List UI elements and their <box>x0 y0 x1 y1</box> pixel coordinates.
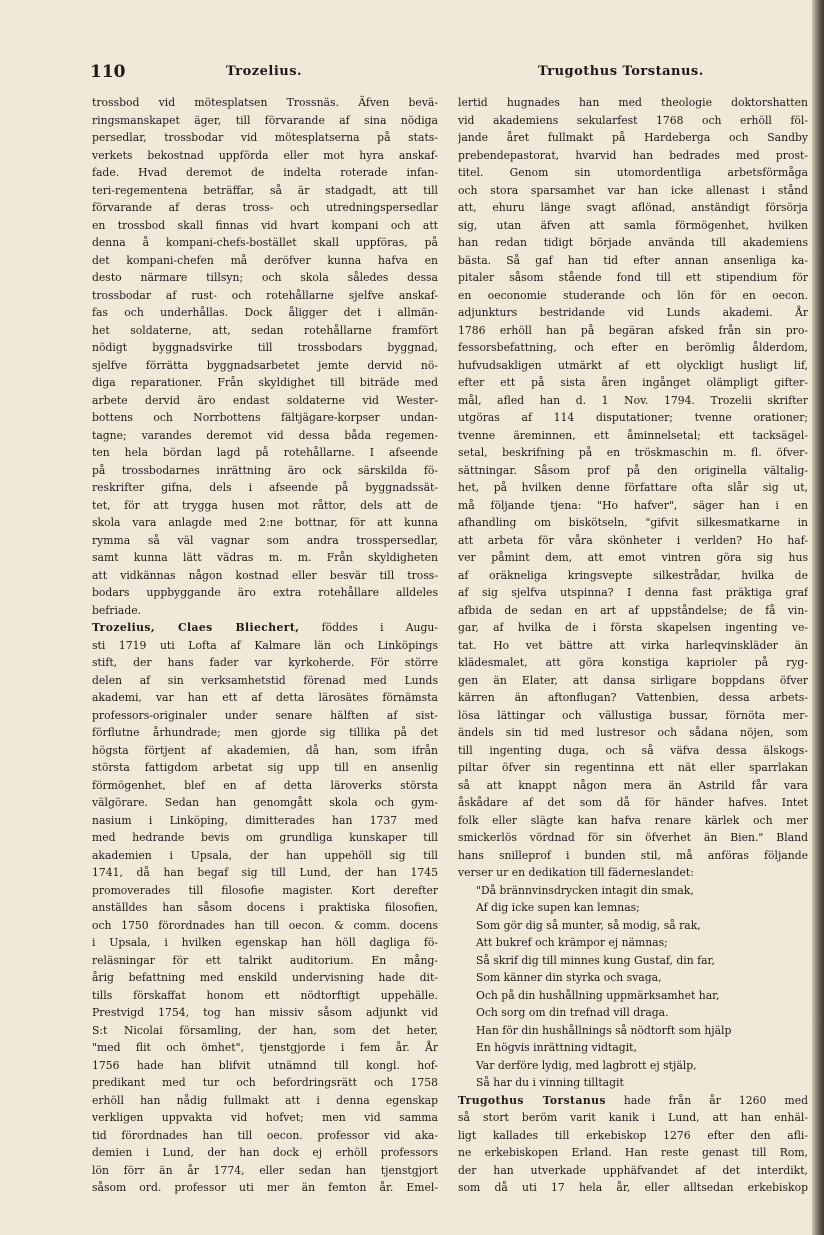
text-line: största fattigdom arbetat sig upp till en ansenlig <box>92 761 438 774</box>
poem-block <box>458 882 808 1092</box>
text-line: S:t Nicolai församling, der han, som det heter, <box>92 1023 438 1037</box>
text-line: ändels sin tid med lustresor och sådana nöjen, som <box>458 726 808 739</box>
poem-line: Han för din hushållnings så nödtorft som hjälp <box>476 1023 732 1037</box>
text-line: välgörare. Sedan han genomgått skola och gym- <box>92 796 438 809</box>
text-line: tagne; varandes deremot vid dessa båda regemen- <box>92 428 438 442</box>
text-line: Prestvigd 1754, tog han missiv såsom adjunkt vid <box>92 1006 438 1019</box>
text-line: desto närmare tillsyn; och skola således dessa <box>92 271 438 284</box>
text-line: må följande tjena: "Ho hafver", säger han i en <box>458 498 808 512</box>
poem-line: Och sorg om din trefnad vill draga. <box>476 1006 669 1019</box>
entry-first-line-text: föddes i Augu- <box>299 621 438 634</box>
text-line: att vidkännas någon kostnad eller besvär till tross- <box>92 568 438 582</box>
text-line: ver påmint dem, att emot vintren göra sig hus <box>458 551 808 564</box>
text-line: ne erkebiskopen Erland. Han reste genast till Rom, <box>458 1146 808 1159</box>
text-line: 1756 hade han blifvit utnämnd till kongl. hof- <box>92 1058 438 1072</box>
text-line: klädesmalet, att göra konstiga kaprioler på ryg- <box>458 656 808 669</box>
text-line: 1741, då han begaf sig till Lund, der han 1745 <box>92 866 438 879</box>
text-line: sjelfve förrätta byggnadsarbetet jemte dervid nö- <box>92 358 438 372</box>
text-line: med hedrande bevis om grundliga kunskaper till <box>92 831 438 844</box>
text-line: bodars uppbyggande äro extra rotehållare alldeles <box>92 586 438 599</box>
text-line: förmögenhet, blef en af detta läroverks största <box>92 778 438 792</box>
entry-headword: Trugothus Torstanus <box>458 1093 606 1107</box>
text-line: det kompani-chefen må deröfver kunna hafva en <box>92 253 438 267</box>
text-line: att, ehuru länge svagt aflönad, anständigt försörja <box>458 201 808 214</box>
text-line: ten hela bördan lagd på rotehållarne. I afseende <box>92 446 438 459</box>
text-line: trossbod vid mötesplatsen Trossnäs. Äfven bevä- <box>92 96 438 109</box>
text-line: prebendepastorat, hvarvid han bedrades med prost- <box>458 148 808 162</box>
text-line: tet, för att trygga husen mot råttor, dels att de <box>92 498 438 512</box>
text-line: hufvudsakligen utmärkt af ett olyckligt husligt lif, <box>458 358 808 372</box>
text-line: så stort beröm varit kanik i Lund, att han enhäl- <box>458 1111 808 1124</box>
poem-line: Och på din hushållning uppmärksamhet har, <box>476 988 720 1002</box>
text-line: han redan tidigt började använda till akademiens <box>458 236 808 249</box>
text-line: som då uti 17 hela år, eller alltsedan erkebiskop <box>458 1181 808 1194</box>
text-line: bästa. Så gaf han tid efter annan ansenliga ka- <box>458 253 808 267</box>
text-line: så att knappt någon mera än Astrild får vara <box>458 778 808 792</box>
entry-start-line <box>458 1092 808 1110</box>
text-line: förvarande af deras tross- och utredningspersedlar <box>92 201 438 214</box>
text-line: af sig sjelfva utspinna? I denna fast präktiga graf <box>458 586 808 599</box>
text-line: samt kunna lätt vädras m. m. Från skyldigheten <box>92 551 438 564</box>
text-line: akademi, var han ett af detta lärosätes förnämsta <box>92 691 438 704</box>
poem-line: Som gör dig så munter, så modig, så rak, <box>476 918 701 932</box>
text-line: gar, af hvilka de i första skapelsen ingenting ve- <box>458 621 808 634</box>
text-line: het, på hvilken denne författare ofta slår sig ut, <box>458 481 808 494</box>
text-line: och 1750 förordnades han till oecon. & comm. docens <box>92 918 438 932</box>
text-line: af oräkneliga kringsvepte silkestrådar, hvilka de <box>458 568 808 582</box>
text-line: tid förordnades han till oecon. professor vid aka- <box>92 1128 438 1142</box>
text-line: trossbodar af rust- och rotehållarne sjelfve anskaf- <box>92 288 438 302</box>
text-line: gen än Elater, att dansa sirligare boppdans öfver <box>458 673 808 687</box>
left-column <box>92 94 438 1197</box>
text-line: nödigt byggnadsvirke till trossbodars byggnad, <box>92 341 438 354</box>
entry-start-line <box>92 619 438 637</box>
text-line: tills förskaffat honom ett nödtorftigt uppehälle. <box>92 988 438 1002</box>
text-line: smickerlös vördnad för sin öfverhet än Bien." Bland <box>458 831 808 844</box>
text-line: der han utverkade upphäfvandet af det interdikt, <box>458 1163 808 1177</box>
poem-line: En högvis inrättning vidtagit, <box>476 1041 637 1054</box>
text-line: efter ett på sista åren ingånget olämpligt gifter- <box>458 376 808 389</box>
page-header <box>86 62 786 88</box>
right-column <box>458 94 808 1197</box>
text-line: 1786 erhöll han på begäran afsked från sin pro- <box>458 323 808 337</box>
text-line: fessorsbefattning, och efter en berömlig ålderdom, <box>458 341 808 354</box>
text-line: förflutne århundrade; men gjorde sig tillika på det <box>92 726 438 739</box>
text-line: afhandling om biskötseln, "gifvit silkesmatkarne in <box>458 516 808 529</box>
text-line: persedlar, trossbodar vid mötesplatserna på stats- <box>92 131 438 144</box>
entry-first-line-text: hade från år 1260 med <box>605 1093 808 1107</box>
poem-line: Var derföre lydig, med lagbrott ej stjälp, <box>476 1058 697 1072</box>
text-line: mål, afled han d. 1 Nov. 1794. Trozelii skrifter <box>458 393 808 407</box>
running-head-left: Trozelius. <box>226 64 303 79</box>
text-line: högsta förtjent af akademien, då han, som ifrån <box>92 743 438 757</box>
text-line: tat. Ho vet bättre att virka harleqvinskläder än <box>458 638 808 652</box>
text-line: en trossbod skall finnas vid hvart kompani och att <box>92 218 438 232</box>
text-line: jande året fullmakt på Hardeberga och Sandby <box>458 131 808 144</box>
text-line: fas och underhållas. Dock åligger det i allmän- <box>92 306 438 319</box>
page-number: 110 <box>90 62 126 82</box>
text-line: delen af sin verksamhetstid förenad med Lunds <box>92 673 438 687</box>
text-line: predikant med tur och befordringsrätt och 1758 <box>92 1076 438 1089</box>
running-head-right: Trugothus Torstanus. <box>538 64 704 79</box>
poem-line: Som känner din styrka och svaga, <box>476 971 662 984</box>
text-line: akademien i Upsala, der han uppehöll sig till <box>92 848 438 862</box>
text-line: sig, utan äfven att samla förmögenhet, hvilken <box>458 218 808 232</box>
text-line: piltar öfver sin regentinna ett nät eller sparrlakan <box>458 761 808 774</box>
text-line: verser ur en dedikation till fäderneslandet: <box>458 866 694 879</box>
text-line: erhöll han nådig fullmakt att i denna egenskap <box>92 1093 438 1107</box>
text-line: anställdes han såsom docens i praktiska filosofien, <box>92 901 438 914</box>
text-line: afbida de sedan en art af uppståndelse; de få vin- <box>458 603 808 617</box>
text-line: skola vara anlagde med 2:ne bottnar, för att kunna <box>92 516 438 529</box>
text-line: denna å kompani-chefs-bostället skall uppföras, på <box>92 236 438 249</box>
poem-line: Att bukref och krämpor ej nämnas; <box>476 936 668 949</box>
text-line: sti 1719 uti Lofta af Kalmare län och Linköpings <box>92 638 438 652</box>
text-line: demien i Lund, der han dock ej erhöll professors <box>92 1146 438 1159</box>
text-line: promoverades till filosofie magister. Kort derefter <box>92 883 438 897</box>
poem-line: "Då brännvinsdrycken intagit din smak, <box>476 883 694 897</box>
text-line: teri-regementena beträffar, så är stadgadt, att till <box>92 183 438 197</box>
text-line: verkets bekostnad uppförda eller mot hyra anskaf- <box>92 148 438 162</box>
page-edge-shadow <box>812 0 824 1235</box>
text-line: folk eller slägte kan hafva renare kärlek och mer <box>458 813 808 827</box>
text-line: fade. Hvad deremot de indelta roterade infan- <box>92 166 438 179</box>
text-line: lösa lättingar och vällustiga bussar, förnöta mer- <box>458 708 808 722</box>
text-line: hans snilleprof i bunden stil, må anföras följande <box>458 848 808 862</box>
text-line: diga reparationer. Från skyldighet till biträde med <box>92 376 438 389</box>
text-line: till ingenting duga, och så väfva dessa älskogs- <box>458 743 808 757</box>
text-line: ligt kallades till erkebiskop 1276 efter den afli- <box>458 1128 808 1142</box>
text-line: nasium i Linköping, dimitterades han 1737 med <box>92 813 438 827</box>
text-line: het soldaterne, att, sedan rotehållarne framfört <box>92 323 438 337</box>
text-line: vid akademiens sekularfest 1768 och erhöll föl- <box>458 113 808 127</box>
text-line: såsom ord. professor uti mer än femton år. Emel- <box>92 1181 438 1194</box>
text-line: setal, beskrifning på en tröskmaschin m. fl. öfver- <box>458 446 808 459</box>
text-line: pitaler såsom stående fond till ett stipendium för <box>458 271 808 284</box>
text-line: lön förr än år 1774, eller sedan han tjenstgjort <box>92 1163 438 1177</box>
text-line: ringsmanskapet äger, till förvarande af sina nödiga <box>92 113 438 127</box>
poem-line: Så har du i vinning tilltagit <box>476 1076 624 1089</box>
text-line: stift, der hans fader var kyrkoherde. För större <box>92 656 438 669</box>
text-line: titel. Genom sin utomordentliga arbetsförmåga <box>458 166 808 179</box>
text-line: sättningar. Såsom prof på den originella vältalig- <box>458 463 808 477</box>
text-line: kärren än aftonflugan? Vattenbien, dessa arbets- <box>458 691 808 704</box>
text-line: adjunkturs bestridande vid Lunds akademi. År <box>458 306 808 319</box>
text-line: arbete dervid äro endast soldaterne vid Wester- <box>92 393 438 407</box>
text-line: en oeconomie studerande och lön för en oecon. <box>458 288 808 302</box>
text-line: åskådare af det som då för händer hafves. Intet <box>458 796 808 809</box>
text-line: lertid hugnades han med theologie doktorshatten <box>458 96 808 109</box>
text-line: befriade. <box>92 603 142 617</box>
text-line: tvenne äreminnen, ett åminnelsetal; ett tacksägel- <box>458 428 808 442</box>
text-line: verkligen uppvakta vid hofvet; men vid samma <box>92 1111 438 1124</box>
text-line: årig befattning med enskild undervisning hade dit- <box>92 971 438 984</box>
text-line: rymma så väl vagnar som andra trosspersedlar, <box>92 533 438 547</box>
text-line: att arbeta för våra skönheter i verlden? Ho haf- <box>458 533 808 547</box>
text-line: professors-originaler under senare hälften af sist- <box>92 708 438 722</box>
text-line: bottens och Norrbottens fältjägare-korpser undan- <box>92 411 438 424</box>
text-line: och stora sparsamhet var han icke allenast i stånd <box>458 183 808 197</box>
text-line: reläsningar för ett talrikt auditorium. En mång- <box>92 953 438 967</box>
text-line: i Upsala, i hvilken egenskap han höll dagliga fö- <box>92 936 438 949</box>
poem-line: Så skrif dig till minnes kung Gustaf, din far, <box>476 953 715 967</box>
text-line: "med flit och ömhet", tjenstgjorde i fem år. År <box>92 1041 438 1054</box>
poem-line: Af dig icke supen kan lemnas; <box>476 901 640 914</box>
text-line: utgöras af 114 disputationer; tvenne orationer; <box>458 411 808 424</box>
text-line: reskrifter gifna, dels i afseende på byggnadssät- <box>92 481 438 494</box>
text-line: på trossbodarnes inrättning äro ock särskilda fö- <box>92 463 438 477</box>
entry-headword: Trozelius, Claes Bliechert, <box>92 621 300 634</box>
